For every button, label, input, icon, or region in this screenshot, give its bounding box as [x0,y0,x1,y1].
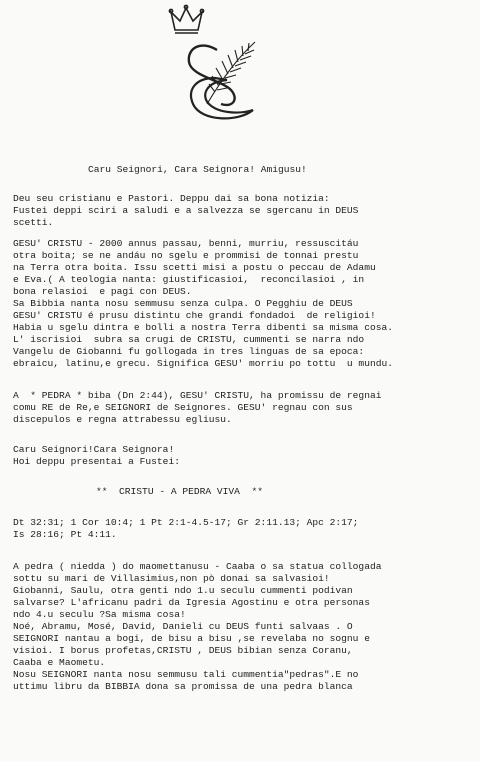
paragraph-line: GESU' CRISTU - 2000 annus passau, benni, murriu, ressuscitáu [13,238,359,249]
paragraph-line: Hoi deppu presentai a Fustei: [13,456,180,467]
paragraph-line: Nosu SEIGNORI nanta nosu semmusu tali cummentia"pedras".E no [13,669,359,680]
paragraph-line: Caru Seignori!Cara Seignora! [13,444,175,455]
paragraph-line: GESU' CRISTU é prusu distintu che grandi fondadoi de religioi! [13,310,376,321]
paragraph-line: Fustei deppi sciri a saludi e a salvezza se sgercanu in DEUS [13,205,359,216]
paragraph-line: SEIGNORI nantau a bogi, de bisu a bisu ,se revelaba no sognu e [13,633,370,644]
paragraph-line: Caaba e Maometu. [13,657,106,668]
reference-line: Dt 32:31; 1 Cor 10:4; 1 Pt 2:1-4.5-17; Gr 2:11.13; Apc 2:17; [13,517,359,528]
paragraph-line: A * PEDRA * biba (Dn 2:44), GESU' CRISTU, ha promissu de regnai [13,390,382,401]
paragraph-line: ndo 4.u seculu ?Sa misma cosa! [13,609,186,620]
paragraph-line: comu RE de Re,e SEIGNORI de Seignores. GESU' regnau con sus [13,402,353,413]
paragraph-line: Giobanni, Saulu, otra genti ndo 1.u seculu cummenti podivan [13,585,353,596]
paragraph-line: Noé, Abramu, Mosé, David, Danieli cu DEUS funti salvaas . O [13,621,353,632]
paragraph-line: L' iscrisioi subra sa crugi de CRISTU, cummenti se narra ndo [13,334,365,345]
crown-icon [169,5,203,33]
paragraph-line: Habia u sgelu dintra e bolli a nostra Terra dibenti sa misma cosa. [13,322,393,333]
paragraph-line: Sa Bibbia nanta nosu semmusu senza culpa. O Pegghiu de DEUS [13,298,353,309]
paragraph-line: bona relasioi e pagi con DEUS. [13,286,192,297]
paragraph-line: ebraicu, latinu,e grecu. Significa GESU' morriu po tottu u mundu. [13,358,393,369]
paragraph-line: visioi. I borus profetas,CRISTU , DEUS bibian senza Coranu, [13,645,353,656]
paragraph-line: e Eva.( A teologia nanta: giustificasioi, reconcilasioi , in [13,274,365,285]
paragraph-line: uttimu libru da BIBBIA dona sa promissa de una pedra blanca [13,681,353,692]
paragraph-line: na Terra otra boita. Issu scetti misi a postu o peccau de Adamu [13,262,376,273]
paragraph-line: discepulos e regna attrabessu egliusu. [13,414,232,425]
paragraph-line: otra boita; se ne andáu no sgelu e prommisi de tonnai prestu [13,250,359,261]
paragraph-line: sottu su mari de Villasimius,non pò donai sa salvasioi! [13,573,330,584]
paragraph-line: scetti. [13,217,54,228]
paragraph-line: Vangelu de Giobanni fu gollogada in tres linguas de sa epoca: [13,346,365,357]
greeting-title: Caru Seignori, Cara Seignora! Amigusu! [88,164,307,175]
reference-line: Is 28:16; Pt 4:11. [13,529,117,540]
paragraph-line: salvarse? L'africanu padri da Igresia Agostinu e otra personas [13,597,370,608]
palm-branch-icon [207,42,255,104]
monogram-logo [165,4,275,126]
paragraph-line: Deu seu cristianu e Pastori. Deppu dai sa bona notizia: [13,193,330,204]
section-title: ** CRISTU - A PEDRA VIVA ** [96,486,263,497]
paragraph-line: A pedra ( niedda ) do maomettanusu - Caaba o sa statua collogada [13,561,382,572]
